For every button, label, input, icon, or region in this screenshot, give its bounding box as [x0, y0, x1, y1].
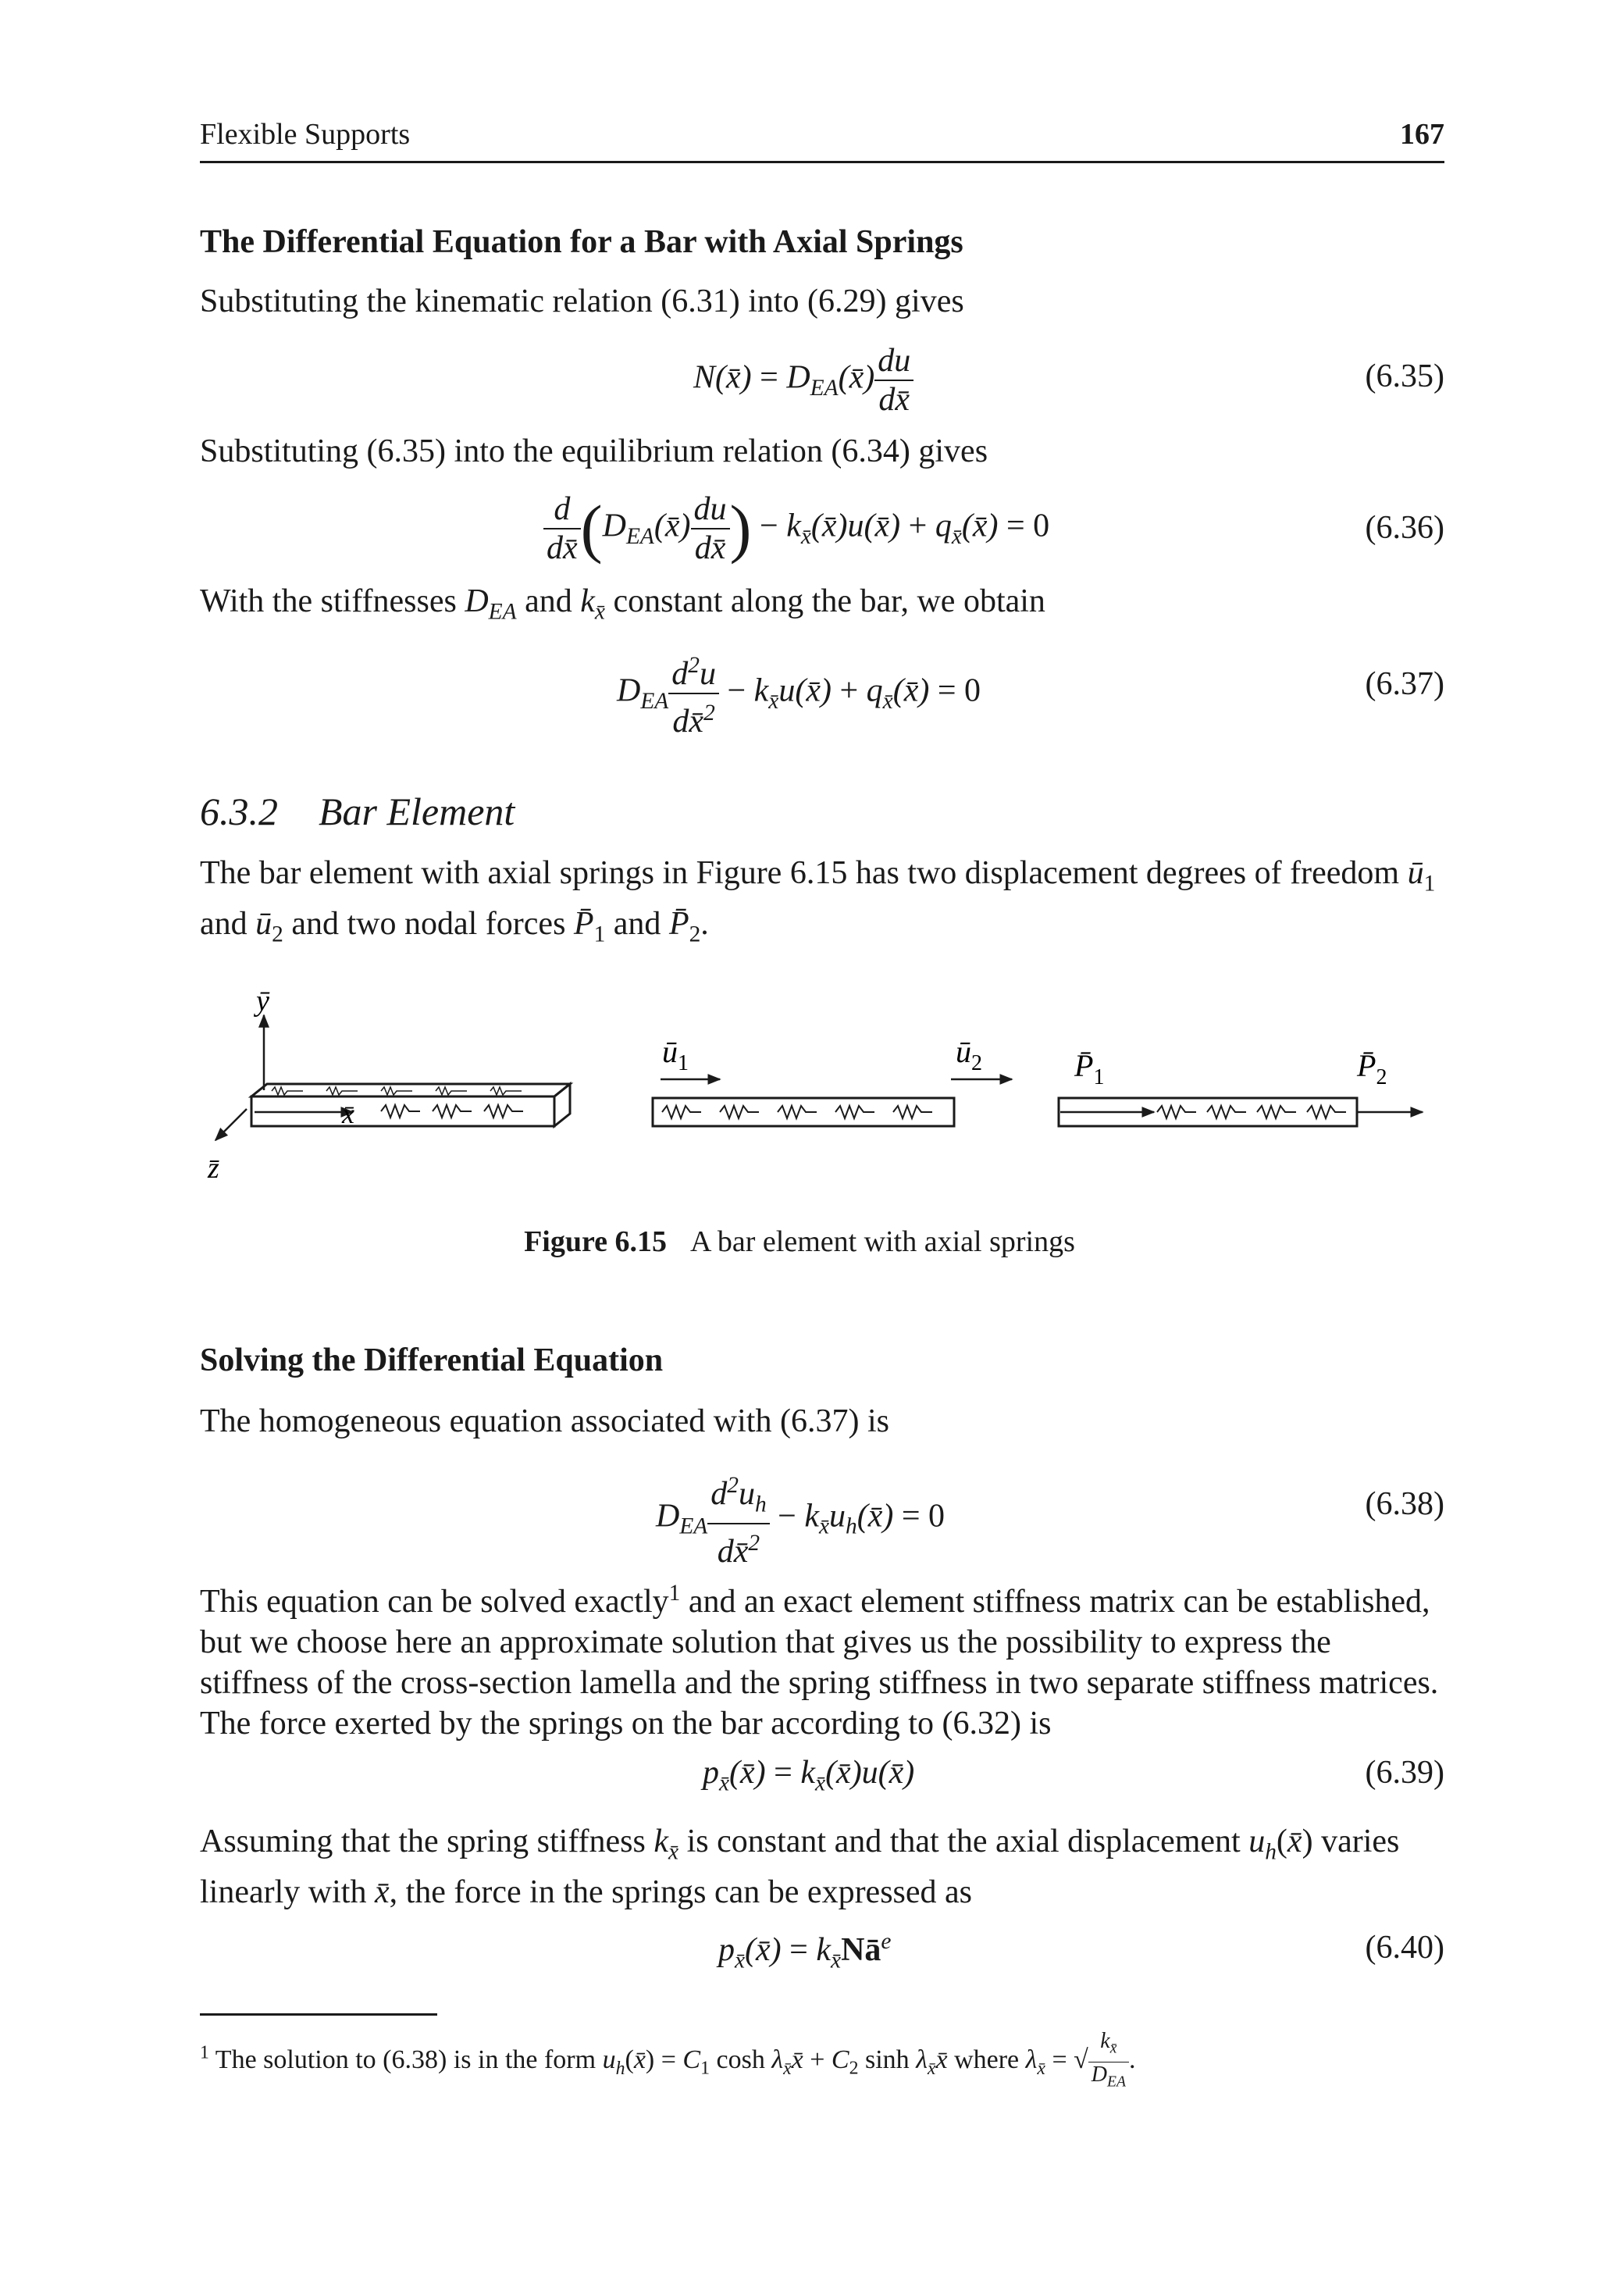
equation-number: (6.35) [1365, 358, 1444, 394]
equation-6-40-body: $p_{x̄}(x̄)$ = $k_{x̄}Nā^e$ [718, 1929, 892, 1973]
paragraph-stiffnesses: With the stiffnesses $D_{EA}$ and $k_{x̄}$ constant along the bar, we obtain [200, 583, 1045, 625]
figure-label: Figure 6.15 [524, 1225, 668, 1258]
bar-3d-panel [207, 992, 570, 1185]
equation-6-38-body: $D_{EA}$ $\frac{d^2u_h}{dx̄^2}$ − $k_{x̄}u_h(x̄) = 0$ [656, 1473, 946, 1570]
footnote-marker: 1 [668, 1581, 681, 1606]
displacement-panel [653, 1034, 1012, 1126]
p1-label: $P̄_1$ [1074, 1048, 1105, 1089]
figure-caption [0, 1225, 1599, 1259]
equation-6-36 [200, 490, 1444, 576]
subsection-title: 6.3.2 Bar Element [200, 790, 515, 833]
springs-top [272, 1087, 522, 1095]
paragraph-kinematic: Substituting the kinematic relation (6.31) into (6.29) gives [200, 283, 964, 319]
equation-number: (6.39) [1365, 1755, 1444, 1791]
equation-6-38 [200, 1467, 1444, 1570]
heading-solving: Solving the Differential Equation [200, 1342, 664, 1378]
y-axis-label: ȳ [256, 992, 269, 1018]
equation-6-39 [200, 1754, 1444, 1801]
paragraph-exact-solution: This equation can be solved exactly$^1$ and an exact element stiffness matrix can be established, but we choose here an approximate solution that gives us the possibility to express the stiffness of the cross-section lamella and the spring stiffness in two separate stiffness matrices. The force exerted by the springs on the bar according to (6.32) is [200, 1581, 1439, 1742]
page-number: 167 [1400, 118, 1444, 151]
force-panel [1059, 1048, 1423, 1126]
paragraph-equilibrium: Substituting (6.35) into the equilibrium relation (6.34) gives [200, 433, 988, 469]
paragraph-spring-stiffness: Assuming that the spring stiffness $k_{x̄}$ is constant and that the axial displacement $u_h(x̄)$ varies linearly with x̄, the force in the springs can be expressed as [200, 1824, 1400, 1911]
springs-front [381, 1105, 523, 1118]
footnote: $^1$ The solution to (6.38) is in the form $u_h(x̄) = C_1$ $\cosh \lambda_{x̄}x̄ + C_2$ $\sinh \lambda_{x̄}x̄$ where $\lambda_{x̄}$ = √ $\frac{k_{x̄}}{D_{EA}}$ . [200, 2029, 1444, 2095]
u1-label: $ū_1$ [662, 1034, 689, 1075]
figure-caption-text: A bar element with axial springs [690, 1225, 1075, 1258]
heading-differential-equation: The Differential Equation for a Bar with Axial Springs [200, 224, 963, 260]
footnote-rule [200, 2013, 437, 2016]
equation-6-37 [200, 647, 1444, 740]
x-axis-label: x̄ [342, 1098, 354, 1129]
equation-6-35 [200, 342, 1444, 428]
bar-side-face [554, 1084, 570, 1126]
equation-number: (6.37) [1365, 666, 1444, 702]
running-title: Flexible Supports [200, 118, 411, 151]
page-header [200, 117, 1444, 163]
bar-top-face [251, 1084, 570, 1096]
equation-6-36-body: $\frac{d}{dx̄}$ ($D_{EA}(x̄)$ $\frac{du}{dx̄}$ ) − $k_{x̄}(x̄)u(x̄)$ + $q_{x̄}(x̄) = 0$ [543, 490, 1049, 567]
equation-number: (6.36) [1365, 510, 1444, 546]
equation-number: (6.40) [1365, 1930, 1444, 1966]
u2-label: $ū_2$ [956, 1034, 982, 1075]
z-axis-arrow [215, 1109, 247, 1140]
springs-element [662, 1106, 932, 1118]
equation-6-40 [200, 1929, 1444, 1976]
paragraph-bar-element: The bar element with axial springs in Figure 6.15 has two displacement degrees of freedom $ū_1$ and $ū_2$ and two nodal forces $P̄_1$ and $P̄_2$. [200, 855, 1436, 947]
paragraph-homogeneous: The homogeneous equation associated with (6.37) is [200, 1403, 889, 1439]
equation-number: (6.38) [1365, 1486, 1444, 1522]
p2-label: $P̄_2$ [1357, 1048, 1387, 1089]
equation-6-37-body: $D_{EA}$ $\frac{d^2u}{dx̄^2}$ − $k_{x̄}u(x̄)$ + $q_{x̄}(x̄) = 0$ [617, 653, 981, 740]
figure-drawing [200, 992, 1444, 1203]
equation-6-39-body: $p_{x̄}(x̄)$ = $k_{x̄}(x̄)u(x̄)$ [703, 1755, 915, 1796]
z-axis-label: z̄ [208, 1152, 219, 1185]
figure-6-15 [200, 992, 1444, 1203]
equation-6-35-body: N(x̄) = $D_{EA}(x̄)$ $\frac{du}{dx̄}$ [693, 342, 913, 419]
springs-force-element [1157, 1106, 1346, 1118]
subsection-number: 6.3.2 [200, 790, 278, 833]
